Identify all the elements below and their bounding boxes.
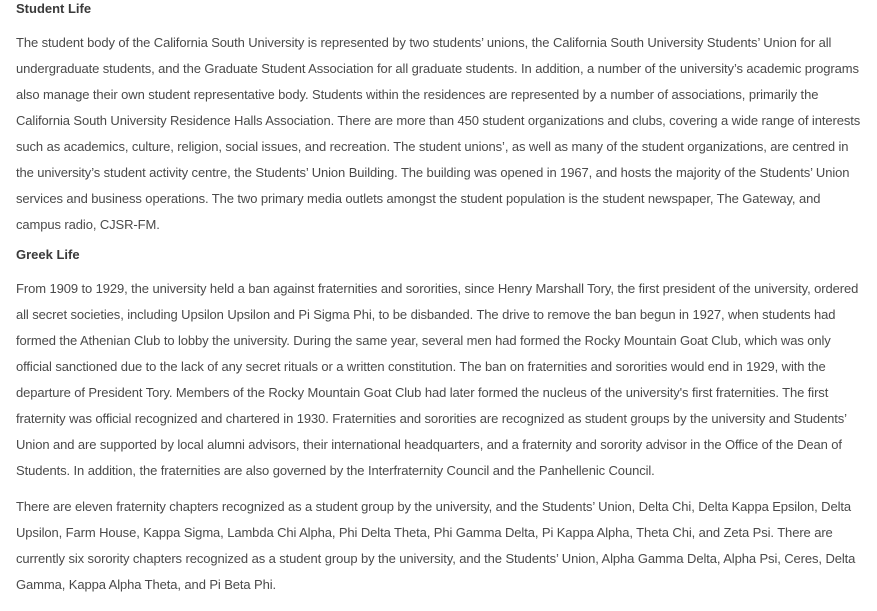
greek-life-heading: Greek Life <box>16 247 80 262</box>
greek-life-paragraph-chapters: There are eleven fraternity chapters recognized as a student group by the university, and the Students’ Union, Delta Chi, Delta Kappa Epsilon, Delta Upsilon, Farm House, Kappa Sigma, Lambda Chi Alpha, Phi Delta Theta, Phi Gamma Delta, Pi Kappa Alpha, Theta Chi, and Zeta Psi. There are currently six sorority chapters recognized as a student group by the university, and the Students’ Union, Alpha Gamma Delta, Alpha Psi, Ceres, Delta Gamma, Kappa Alpha Theta, and Pi Beta Phi. <box>16 499 856 592</box>
greek-life-section <box>16 246 864 598</box>
student-life-heading: Student Life <box>16 1 92 16</box>
student-life-paragraph: The student body of the California South University is represented by two students’ unions, the California South University Students’ Union for all undergraduate students, and the Graduate Student Association for all graduate students. In addition, a number of the university’s academic programs also manage their own student representative body. Students within the residences are represented by a number of associations, primarily the California South University Residence Halls Association. There are more than 450 student organizations and clubs, covering a wide range of interests such as academics, culture, religion, social issues, and recreation. The student unions’, as well as many of the student organizations, are centred in the university’s student activity centre, the Students’ Union Building. The building was opened in 1967, and hosts the majority of the Students’ Union services and business operations. The two primary media outlets amongst the student population is the student newspaper, The Gateway, and campus radio, CJSR-FM. <box>16 35 861 232</box>
student-life-section <box>16 0 864 238</box>
greek-life-paragraph-history: From 1909 to 1929, the university held a ban against fraternities and sororities, since Henry Marshall Tory, the first president of the university, ordered all secret societies, including Upsilon Upsilon and Pi Sigma Phi, to be disbanded. The drive to remove the ban begun in 1927, when students had formed the Athenian Club to lobby the university. During the same year, several men had formed the Rocky Mountain Goat Club, which was only official sanctioned due to the lack of any secret rituals or a written constitution. The ban on fraternities and sororities would end in 1929, with the departure of President Tory. Members of the Rocky Mountain Goat Club had later formed the nucleus of the university's first fraternities. The first fraternity was official recognized and chartered in 1930. Fraternities and sororities are recognized as student groups by the university and Students’ Union and are supported by local alumni advisors, their international headquarters, and a fraternity and sorority advisor in the Office of the Dean of Students. In addition, the fraternities are also governed by the Interfraternity Council and the Panhellenic Council. <box>16 281 859 478</box>
